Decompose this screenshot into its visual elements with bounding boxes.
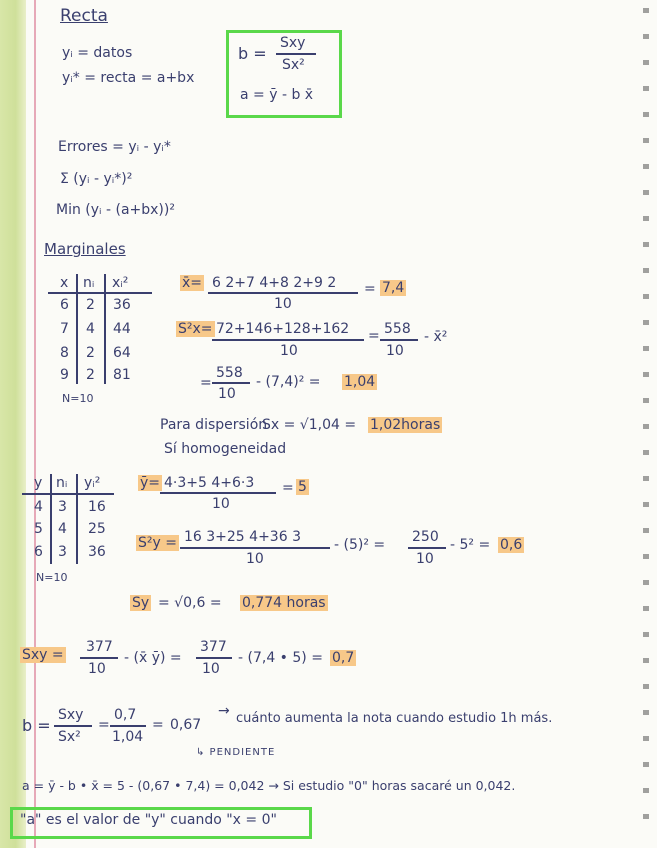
yhat-definition: yᵢ* = recta = a+bx bbox=[62, 70, 195, 86]
s2x-lhs-text: S²x= bbox=[178, 321, 213, 337]
b-denominator: Sx² bbox=[282, 57, 305, 73]
sxy-lhs: Sxy = bbox=[22, 647, 64, 663]
dispersion-label: Para dispersión bbox=[160, 417, 268, 433]
x-cell-r2c1: 7 bbox=[60, 321, 69, 337]
a-calculation: a = ȳ - b • x̄ = 5 - (0,67 • 7,4) = 0,042 → Si estudio "0" horas sacaré un 0,042. bbox=[22, 778, 516, 793]
ybar-fraction-bar bbox=[160, 492, 276, 494]
sxy-numerator2: 377 bbox=[200, 639, 227, 655]
s2y-lhs-wrap bbox=[136, 536, 179, 550]
xbar-result: 7,4 bbox=[382, 280, 405, 296]
s2x-line2-numerator: 558 bbox=[216, 365, 243, 381]
sxy-fraction-bar2 bbox=[196, 657, 232, 659]
ybar-numerator: 4·3+5 4+6·3 bbox=[164, 475, 255, 491]
sx-expression: Sx = √1,04 = bbox=[262, 417, 357, 433]
s2y-numerator: 16 3+25 4+36 3 bbox=[184, 529, 301, 545]
b-numerator: Sxy bbox=[280, 35, 306, 51]
sxy-mid: - (x̄ ȳ) = bbox=[124, 650, 182, 666]
y-cell-r1c1: 4 bbox=[34, 499, 43, 515]
y-cell-r2c1: 5 bbox=[34, 521, 43, 537]
y-cell-r3c3: 36 bbox=[88, 544, 106, 560]
x-cell-r3c3: 64 bbox=[113, 345, 131, 361]
s2y-tail: - (5)² = bbox=[334, 537, 386, 553]
s2x-result-wrap bbox=[342, 375, 377, 389]
b2-equals1: = bbox=[98, 717, 110, 733]
x-table-rule bbox=[48, 292, 152, 294]
b2-denominator1: Sx² bbox=[58, 729, 81, 745]
x-table-divider-1 bbox=[76, 274, 78, 384]
errors-definition: Errores = yᵢ - yᵢ* bbox=[58, 139, 171, 155]
s2x-line2-denominator: 10 bbox=[218, 386, 236, 402]
xbar-lhs-text: x̄= bbox=[182, 275, 203, 291]
a-equation: a = ȳ - b x̄ bbox=[240, 87, 314, 103]
sy-lhs: Sy bbox=[132, 595, 150, 611]
ybar-result-wrap bbox=[296, 480, 309, 494]
s2y-result-wrap bbox=[498, 538, 524, 552]
xbar-equals: = bbox=[364, 281, 376, 297]
y-table-divider-2 bbox=[76, 474, 78, 564]
x-cell-r1c2: 2 bbox=[86, 297, 95, 313]
x-cell-r4c3: 81 bbox=[113, 367, 131, 383]
b2-equals2: = bbox=[152, 717, 164, 733]
ybar-equals: = bbox=[282, 480, 294, 496]
sx-result-wrap bbox=[368, 418, 442, 432]
x-cell-r1c3: 36 bbox=[113, 297, 131, 313]
s2y-denominator: 10 bbox=[246, 551, 264, 567]
b2-fraction-bar1 bbox=[54, 725, 92, 727]
b2-denominator2: 1,04 bbox=[112, 729, 144, 745]
x-cell-r2c2: 4 bbox=[86, 321, 95, 337]
y-table-n: N=10 bbox=[36, 571, 68, 584]
s2x-mid-numerator: 558 bbox=[384, 321, 411, 337]
s2x-mid-fraction-bar bbox=[380, 339, 418, 341]
s2y-mid-numerator: 250 bbox=[412, 529, 439, 545]
b2-numerator2: 0,7 bbox=[114, 707, 137, 723]
ybar-denominator: 10 bbox=[212, 496, 230, 512]
notebook-rings bbox=[643, 8, 649, 838]
y-header-yi2: yᵢ² bbox=[84, 475, 101, 491]
sxy-tail: - (7,4 • 5) = bbox=[238, 650, 323, 666]
b2-numerator1: Sxy bbox=[58, 707, 84, 723]
b2-fraction-bar2 bbox=[110, 725, 146, 727]
s2y-result: 0,6 bbox=[500, 537, 523, 553]
x-cell-r1c1: 6 bbox=[60, 297, 69, 313]
s2x-lhs bbox=[176, 322, 215, 336]
x-cell-r4c1: 9 bbox=[60, 367, 69, 383]
x-header-ni: nᵢ bbox=[83, 275, 95, 291]
s2x-equals: = bbox=[368, 328, 380, 344]
s2x-numerator: 72+146+128+162 bbox=[216, 321, 350, 337]
homogeneity-note: Sí homogeneidad bbox=[164, 441, 287, 457]
x-header-x: x bbox=[60, 275, 69, 291]
xbar-fraction-bar bbox=[208, 292, 358, 294]
s2x-result: 1,04 bbox=[344, 374, 376, 390]
s2y-fraction-bar bbox=[180, 547, 330, 549]
y-cell-r3c2: 3 bbox=[58, 544, 67, 560]
ybar-lhs: ȳ= bbox=[140, 475, 161, 491]
x-cell-r2c3: 44 bbox=[113, 321, 131, 337]
y-cell-r2c2: 4 bbox=[58, 521, 67, 537]
y-cell-r1c2: 3 bbox=[58, 499, 67, 515]
xbar-numerator: 6 2+7 4+8 2+9 2 bbox=[212, 275, 337, 291]
sxy-result: 0,7 bbox=[332, 650, 355, 666]
b-fraction-bar bbox=[276, 53, 316, 55]
xbar-result-wrap bbox=[380, 281, 406, 295]
y-table-divider-1 bbox=[50, 474, 52, 564]
y-cell-r2c3: 25 bbox=[88, 521, 106, 537]
s2x-line2-fraction-bar bbox=[212, 382, 250, 384]
x-cell-r3c1: 8 bbox=[60, 345, 69, 361]
sy-lhs-wrap bbox=[130, 596, 151, 610]
s2y-lhs: S²y = bbox=[138, 535, 177, 551]
sxy-denominator2: 10 bbox=[202, 661, 220, 677]
x-table-divider-2 bbox=[104, 274, 106, 384]
s2y-mid-fraction-bar bbox=[408, 547, 446, 549]
sxy-fraction-bar bbox=[80, 657, 118, 659]
b-lhs: b = bbox=[238, 44, 267, 63]
ybar-result: 5 bbox=[298, 479, 307, 495]
s2x-fraction-bar bbox=[212, 339, 364, 341]
s2x-line2-equals: = bbox=[200, 375, 212, 391]
x-table-n: N=10 bbox=[62, 392, 94, 405]
sxy-result-wrap bbox=[330, 651, 356, 665]
s2x-tail: - x̄² bbox=[424, 329, 448, 345]
x-header-xi2: xᵢ² bbox=[112, 275, 129, 291]
sxy-lhs-wrap bbox=[20, 648, 66, 662]
xbar-lhs bbox=[180, 276, 204, 290]
s2y-mid-denominator: 10 bbox=[416, 551, 434, 567]
section-title-recta: Recta bbox=[60, 6, 108, 26]
y-table-rule bbox=[22, 493, 114, 495]
y-header-y: y bbox=[34, 475, 43, 491]
sy-expression: = √0,6 = bbox=[158, 595, 222, 611]
s2x-line2-tail: - (7,4)² = bbox=[256, 374, 321, 390]
section-title-marginales: Marginales bbox=[44, 240, 126, 258]
s2y-tail2: - 5² = bbox=[450, 537, 491, 553]
b2-lhs: b = bbox=[22, 716, 51, 735]
y-definition: yᵢ = datos bbox=[62, 45, 133, 61]
sx-result: 1,02horas bbox=[370, 417, 441, 433]
sxy-numerator: 377 bbox=[86, 639, 113, 655]
sy-result-wrap bbox=[240, 596, 328, 610]
arrow-icon: → bbox=[218, 703, 230, 719]
b2-interpretation: cuánto aumenta la nota cuando estudio 1h más. bbox=[236, 711, 553, 726]
xbar-denominator: 10 bbox=[274, 296, 292, 312]
y-cell-r1c3: 16 bbox=[88, 499, 106, 515]
sum-squares: Σ (yᵢ - yᵢ*)² bbox=[60, 171, 133, 187]
sxy-denominator: 10 bbox=[88, 661, 106, 677]
y-cell-r3c1: 6 bbox=[34, 544, 43, 560]
y-header-ni: nᵢ bbox=[56, 475, 68, 491]
s2x-denominator: 10 bbox=[280, 343, 298, 359]
x-cell-r4c2: 2 bbox=[86, 367, 95, 383]
s2x-mid-denominator: 10 bbox=[386, 343, 404, 359]
ybar-lhs-wrap bbox=[138, 476, 162, 490]
x-cell-r3c2: 2 bbox=[86, 345, 95, 361]
sy-result: 0,774 horas bbox=[242, 595, 326, 611]
b2-value: 0,67 bbox=[170, 717, 202, 733]
footer-note: "a" es el valor de "y" cuando "x = 0" bbox=[20, 812, 277, 828]
min-expression: Min (yᵢ - (a+bx))² bbox=[56, 202, 175, 218]
pendiente-label: ↳ PENDIENTE bbox=[196, 747, 276, 758]
